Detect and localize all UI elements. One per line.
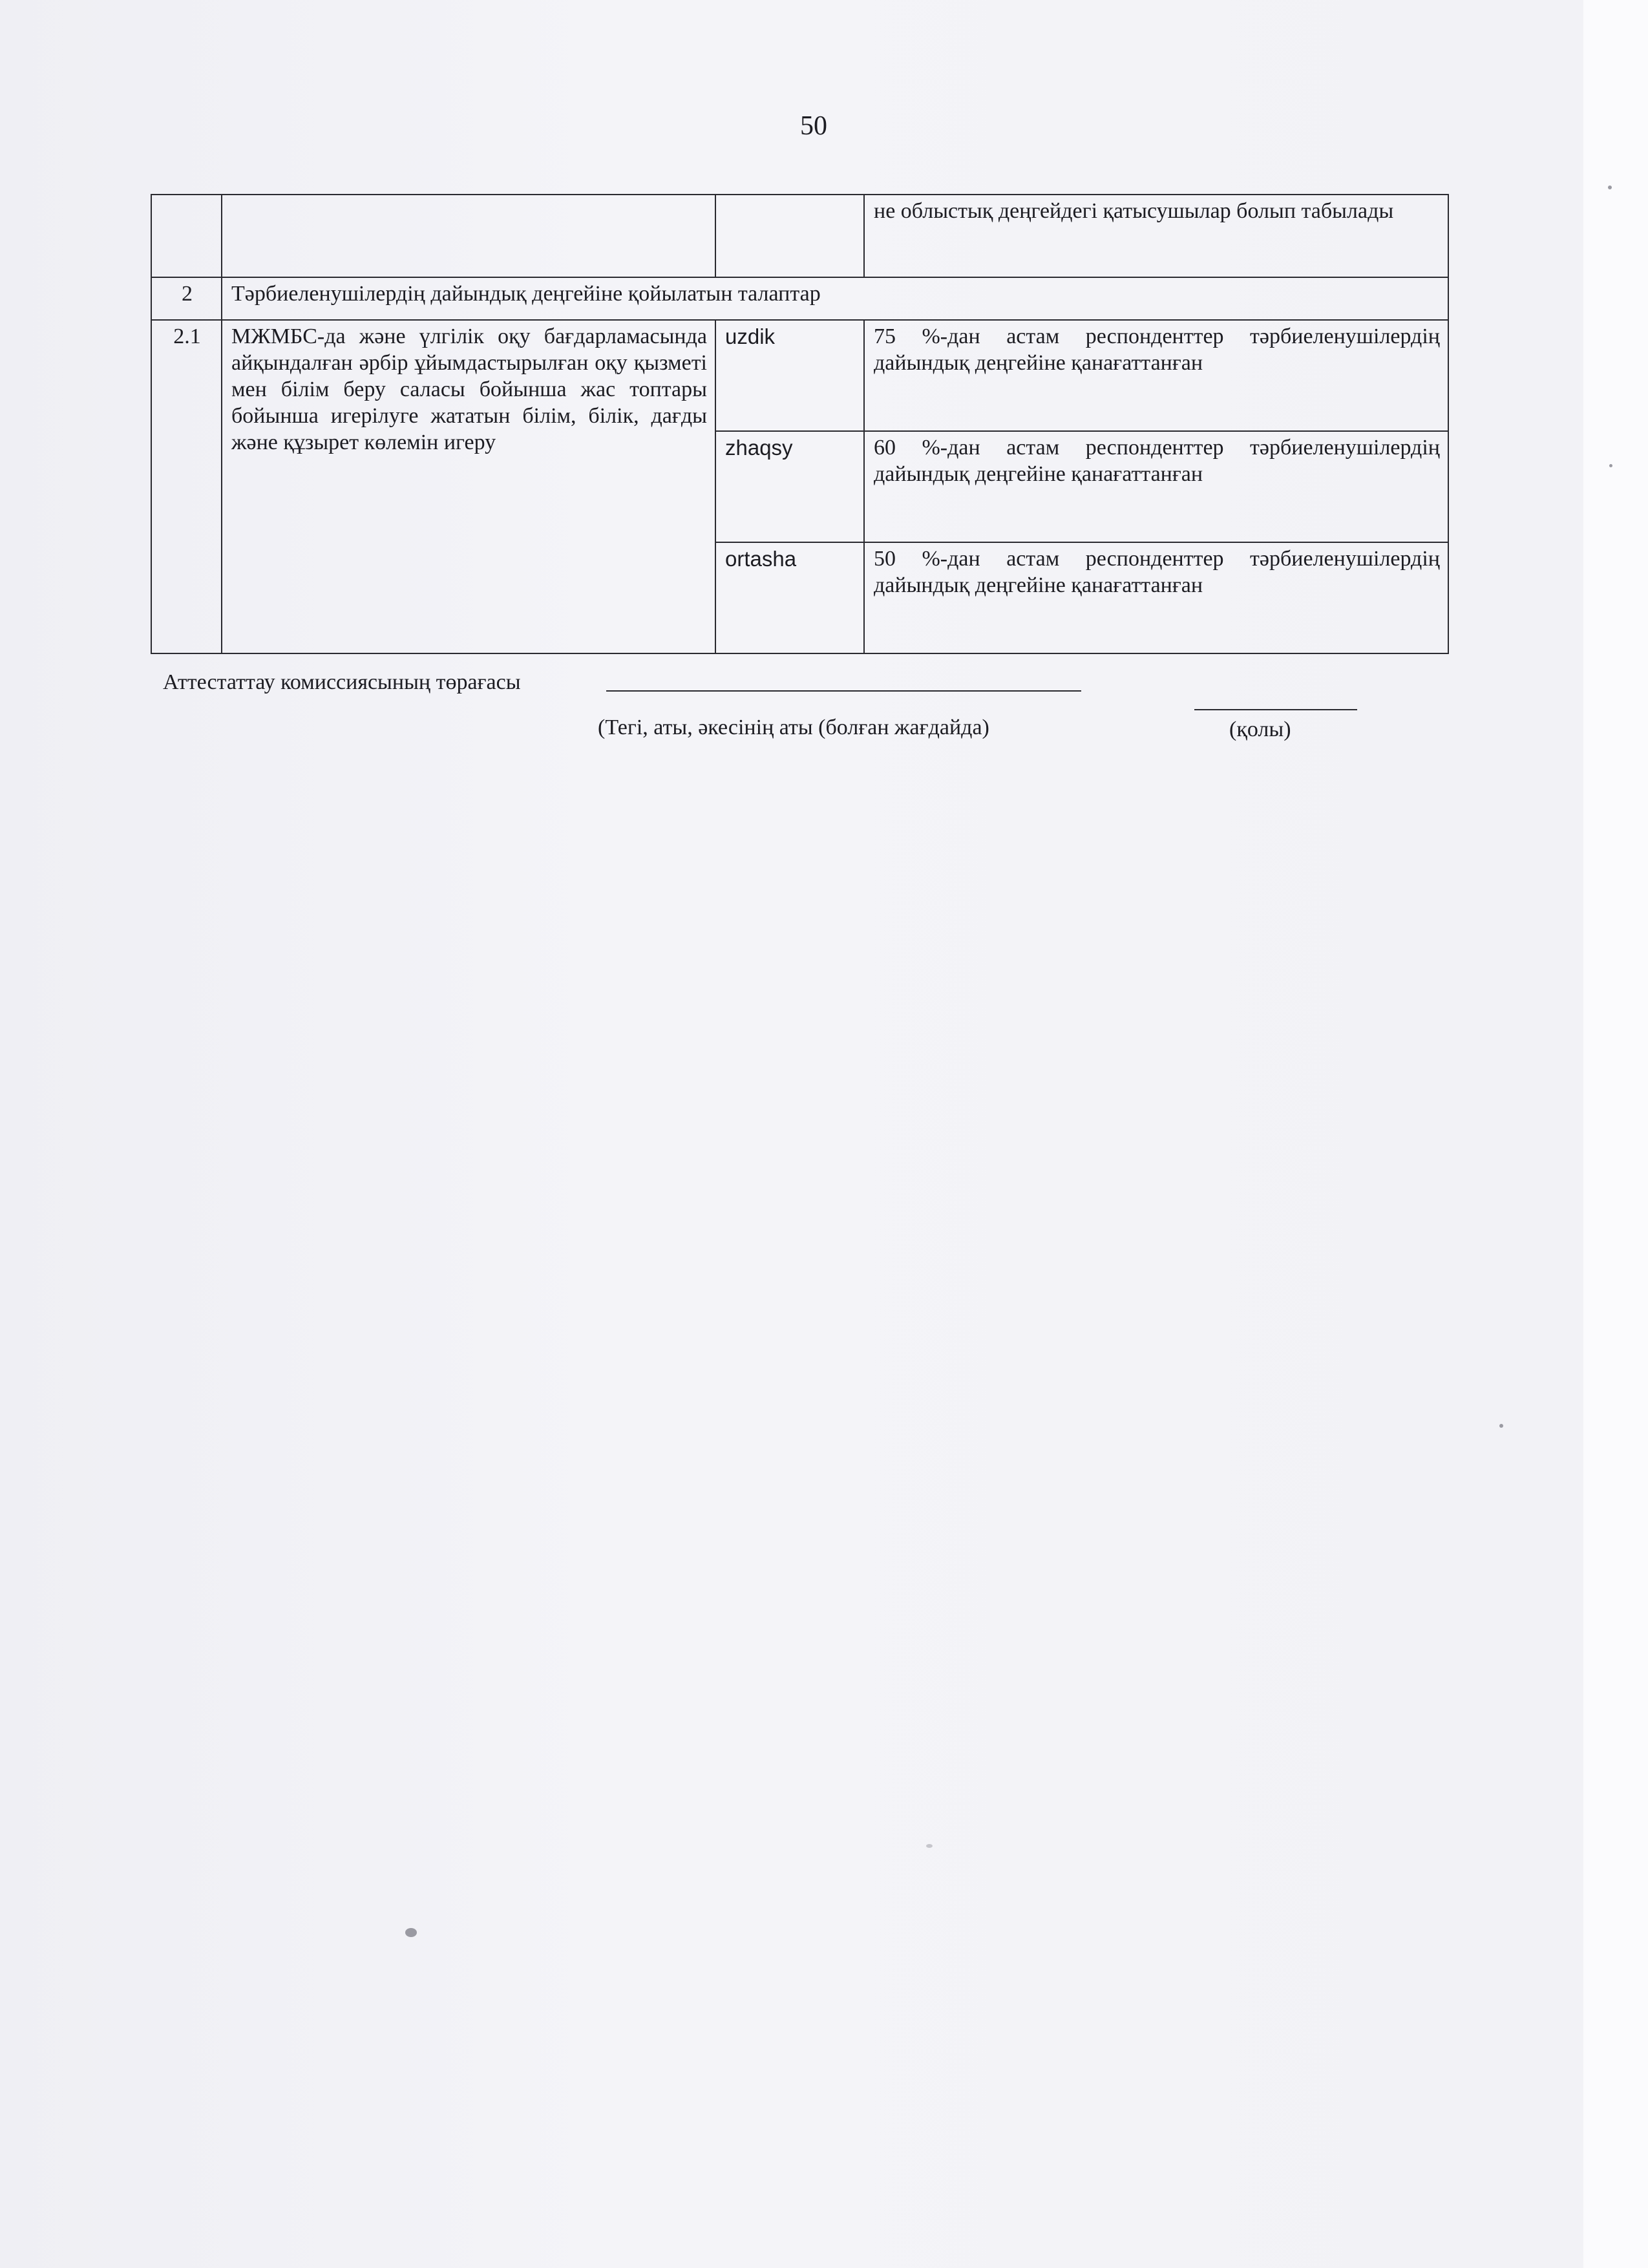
item-number: 2.1 — [151, 320, 222, 653]
level-cell — [715, 195, 864, 277]
item-criterion: МЖМБС-да және үлгілік оқу бағдарламасында айқындалған әрбір ұйымдастырылған оқу қызметі мен білім беру саласы бойынша жас топтары бойынша игерілуге жататын білім, білік, дағды және құзырет көлемін игеру — [222, 320, 715, 653]
description-cell: 60 %-дан астам респонденттер тәрбиеленушілердің дайындық деңгейіне қанағаттанған — [864, 431, 1448, 542]
scan-speck — [1608, 185, 1612, 189]
scan-speck — [1609, 464, 1612, 467]
name-line — [606, 690, 1081, 692]
page-number: 50 — [800, 111, 827, 141]
level-cell: ortasha — [715, 542, 864, 653]
name-caption: (Тегі, аты, әкесінің аты (болған жағдайда) — [598, 715, 989, 739]
description-cell: не облыстық деңгейдегі қатысушылар болып табылады — [864, 195, 1448, 277]
level-cell: uzdik — [715, 320, 864, 431]
section-title: Тәрбиеленушілердің дайындық деңгейіне қойылатын талаптар — [222, 277, 1448, 320]
table-row — [151, 320, 1448, 431]
signature-caption: (қолы) — [1229, 717, 1291, 741]
section-number: 2 — [151, 277, 222, 320]
scan-speck — [926, 1844, 933, 1848]
section-row — [151, 277, 1448, 320]
criterion-cell — [222, 195, 715, 277]
scan-speck — [405, 1928, 417, 1937]
criteria-table — [151, 194, 1449, 654]
scan-edge — [1583, 0, 1648, 2268]
description-cell: 75 %-дан астам респонденттер тәрбиеленушілердің дайындық деңгейіне қанағаттанған — [864, 320, 1448, 431]
signature-line — [1194, 709, 1357, 710]
level-cell: zhaqsy — [715, 431, 864, 542]
table-row — [151, 195, 1448, 277]
scan-speck — [1499, 1424, 1503, 1428]
row-number-cell — [151, 195, 222, 277]
chairman-label: Аттестаттау комиссиясының төрағасы — [163, 670, 521, 694]
description-cell: 50 %-дан астам респонденттер тәрбиеленушілердің дайындық деңгейіне қанағаттанған — [864, 542, 1448, 653]
